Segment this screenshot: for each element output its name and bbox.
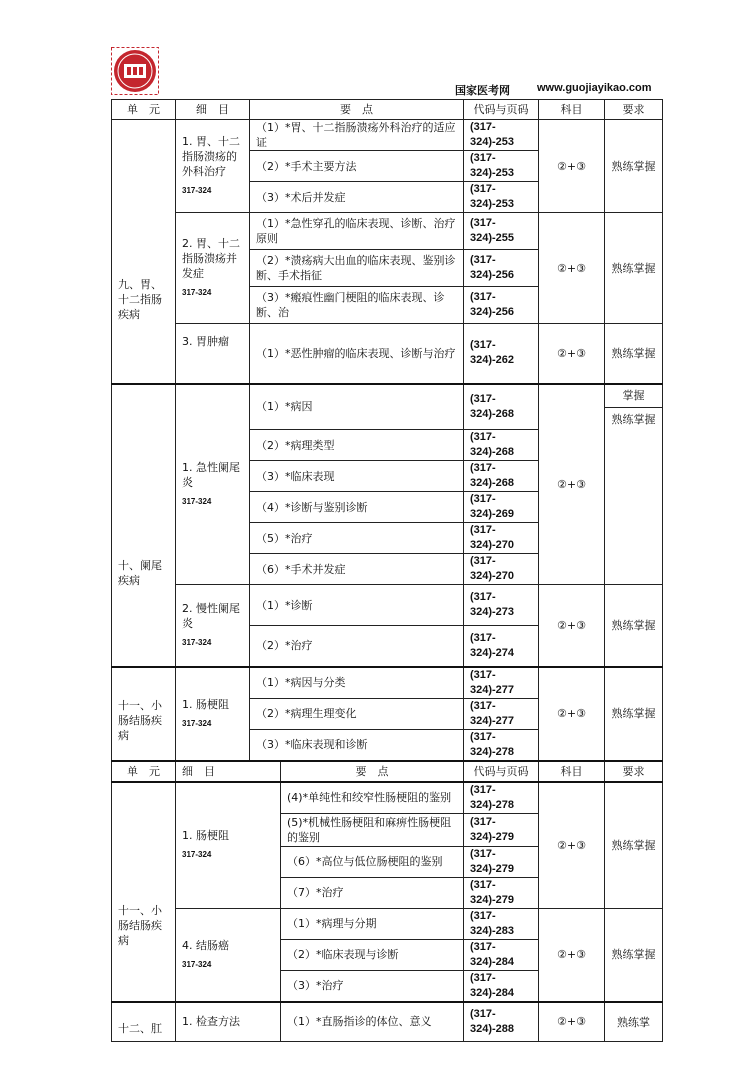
code-cell: (317-324)-277 (464, 667, 539, 699)
code-cell: (317-324)-253 (464, 182, 539, 213)
header-subject: 科目 (539, 761, 605, 782)
detail-name: 4. 结肠癌 (182, 938, 229, 952)
detail-cell (176, 120, 250, 213)
header-subject: 科目 (539, 100, 605, 120)
point-cell: （6）*手术并发症 (250, 554, 464, 585)
detail-name: 1. 急性阑尾炎 (182, 460, 240, 489)
code-cell: (317-324)-256 (464, 287, 539, 324)
code-cell: (317-324)-274 (464, 626, 539, 667)
point-cell: （1）*病因 (250, 384, 464, 430)
table-row (112, 324, 663, 384)
code-cell: (317-324)-255 (464, 213, 539, 250)
point-cell: （1）*急性穿孔的临床表现、诊断、治疗原则 (250, 213, 464, 250)
point-cell: （1）*病因与分类 (250, 667, 464, 699)
detail-code: 317-324 (182, 496, 212, 506)
unit-cell: 十、阑尾疾病 (112, 384, 176, 667)
requirement-cell: 熟练掌 (605, 1002, 663, 1042)
header-unit: 单 元 (112, 100, 176, 120)
site-name: 国家医考网 (455, 84, 510, 97)
code-cell: (317-324)-284 (464, 939, 539, 970)
subject-cell: ②+③ (539, 585, 605, 667)
point-cell: （2）*治疗 (250, 626, 464, 667)
code-cell: (317-324)-270 (464, 523, 539, 554)
table-header-row (112, 761, 663, 782)
header-code: 代码与页码 (464, 761, 539, 782)
subject-cell: ②+③ (539, 908, 605, 1002)
detail-code: 317-324 (182, 718, 212, 728)
header-point: 要 点 (250, 100, 464, 120)
detail-name: 1. 肠梗阻 (182, 829, 229, 842)
detail-cell (176, 384, 250, 585)
point-cell: （7）*治疗 (281, 877, 464, 908)
code-cell: (317-324)-268 (464, 461, 539, 492)
table-row (112, 213, 663, 250)
detail-cell (176, 782, 281, 909)
code-cell: (317-324)-278 (464, 782, 539, 814)
detail-cell (176, 908, 281, 1002)
detail-cell: 3. 胃肿瘤 (176, 324, 250, 384)
code-cell: (317-324)-288 (464, 1002, 539, 1042)
subject-cell: ②+③ (539, 1002, 605, 1042)
point-cell: （6）*高位与低位肠梗阻的鉴别 (281, 846, 464, 877)
point-cell: （1）*胃、十二指肠溃疡外科治疗的适应证 (250, 120, 464, 151)
code-cell: (317-324)-277 (464, 698, 539, 729)
code-cell: (317-324)-253 (464, 120, 539, 151)
point-cell: （1）*恶性肿瘤的临床表现、诊断与治疗 (250, 324, 464, 384)
subject-cell: ②+③ (539, 120, 605, 213)
code-cell: (317-324)-283 (464, 908, 539, 939)
unit-cell: 九、胃、十二指肠疾病 (112, 120, 176, 384)
subject-cell: ②+③ (539, 324, 605, 384)
requirement-top-cell: 掌握 (605, 384, 663, 408)
requirement-cell: 熟练掌握 (605, 120, 663, 213)
point-cell: （4）*诊断与鉴别诊断 (250, 492, 464, 523)
code-cell: (317-324)-279 (464, 846, 539, 877)
subject-cell: ②+③ (539, 782, 605, 909)
code-cell: (317-324)-279 (464, 877, 539, 908)
requirement-cell: 熟练掌握 (605, 585, 663, 667)
subject-cell: ②+③ (539, 384, 605, 585)
point-cell: （1）*诊断 (250, 585, 464, 626)
subject-cell: ②+③ (539, 213, 605, 324)
point-cell: （3）*临床表现 (250, 461, 464, 492)
detail-name: 1. 肠梗阻 (182, 697, 229, 711)
site-url[interactable]: www.guojiayikao.com (537, 82, 652, 94)
table-row (112, 120, 663, 151)
point-cell: （3）*临床表现和诊断 (250, 729, 464, 761)
code-cell: (317-324)-268 (464, 384, 539, 430)
requirement-cell: 熟练掌握 (605, 324, 663, 384)
requirement-cell: 熟练掌握 (605, 782, 663, 909)
logo-icon (111, 47, 159, 95)
requirement-cell: 熟练掌握 (605, 667, 663, 761)
point-cell: （2）*临床表现与诊断 (281, 939, 464, 970)
point-cell: （3）*术后并发症 (250, 182, 464, 213)
detail-cell: 1. 检查方法 (176, 1002, 281, 1042)
point-cell: （2）*病理生理变化 (250, 698, 464, 729)
code-cell: (317-324)-284 (464, 970, 539, 1002)
header-detail: 细 目 (176, 100, 250, 120)
table-row (112, 908, 663, 939)
code-cell: (317-324)-279 (464, 813, 539, 846)
detail-code: 317-324 (182, 288, 212, 297)
syllabus-table (111, 99, 663, 1042)
table-row (112, 782, 663, 814)
code-cell: (317-324)-270 (464, 554, 539, 585)
point-cell: (4)*单纯性和绞窄性肠梗阻的鉴别 (281, 782, 464, 814)
code-cell: (317-324)-273 (464, 585, 539, 626)
header-requirement: 要求 (605, 100, 663, 120)
header-code: 代码与页码 (464, 100, 539, 120)
subject-cell: ②+③ (539, 667, 605, 761)
table-header-row (112, 100, 663, 120)
table-row (112, 384, 663, 408)
header-unit: 单 元 (112, 761, 176, 782)
point-cell: （3）*瘢痕性幽门梗阻的临床表现、诊断、治 (250, 287, 464, 324)
point-cell: （5）*治疗 (250, 523, 464, 554)
requirement-cell: 熟练掌握 (605, 908, 663, 1002)
detail-name: 2. 慢性阑尾炎 (182, 601, 240, 630)
code-cell: (317-324)-256 (464, 250, 539, 287)
table-row (112, 667, 663, 699)
table-row (112, 1002, 663, 1042)
point-cell: （1）*病理与分期 (281, 908, 464, 939)
unit-cell: 十一、小肠结肠疾病 (112, 782, 176, 1002)
point-cell: （2）*溃疡病大出血的临床表现、鉴别诊断、手术指征 (250, 250, 464, 287)
header-point: 要 点 (281, 761, 464, 782)
header-requirement: 要求 (605, 761, 663, 782)
detail-name: 2. 胃、十二指肠溃疡并发症 (182, 237, 240, 280)
detail-cell (176, 585, 250, 667)
table-row (112, 585, 663, 626)
point-cell: （1）*直肠指诊的体位、意义 (281, 1002, 464, 1042)
code-cell: (317-324)-269 (464, 492, 539, 523)
code-cell: (317-324)-253 (464, 151, 539, 182)
detail-cell (176, 213, 250, 324)
detail-name: 1. 胃、十二指肠溃疡的外科治疗 (182, 135, 240, 178)
detail-cell (176, 667, 250, 761)
detail-code: 317-324 (182, 850, 212, 859)
detail-code: 317-324 (182, 186, 212, 195)
header-detail: 细 目 (176, 761, 281, 782)
point-cell: (5)*机械性肠梗阻和麻痹性肠梗阻的鉴别 (281, 813, 464, 846)
point-cell: （2）*病理类型 (250, 430, 464, 461)
unit-cell: 十一、小肠结肠疾病 (112, 667, 176, 761)
requirement-cell: 熟练掌握 (605, 408, 663, 585)
unit-cell: 十二、肛 (112, 1002, 176, 1042)
code-cell: (317-324)-278 (464, 729, 539, 761)
detail-code: 317-324 (182, 637, 212, 647)
code-cell: (317-324)-262 (464, 324, 539, 384)
requirement-cell: 熟练掌握 (605, 213, 663, 324)
point-cell: （3）*治疗 (281, 970, 464, 1002)
point-cell: （2）*手术主要方法 (250, 151, 464, 182)
detail-code: 317-324 (182, 959, 212, 969)
code-cell: (317-324)-268 (464, 430, 539, 461)
